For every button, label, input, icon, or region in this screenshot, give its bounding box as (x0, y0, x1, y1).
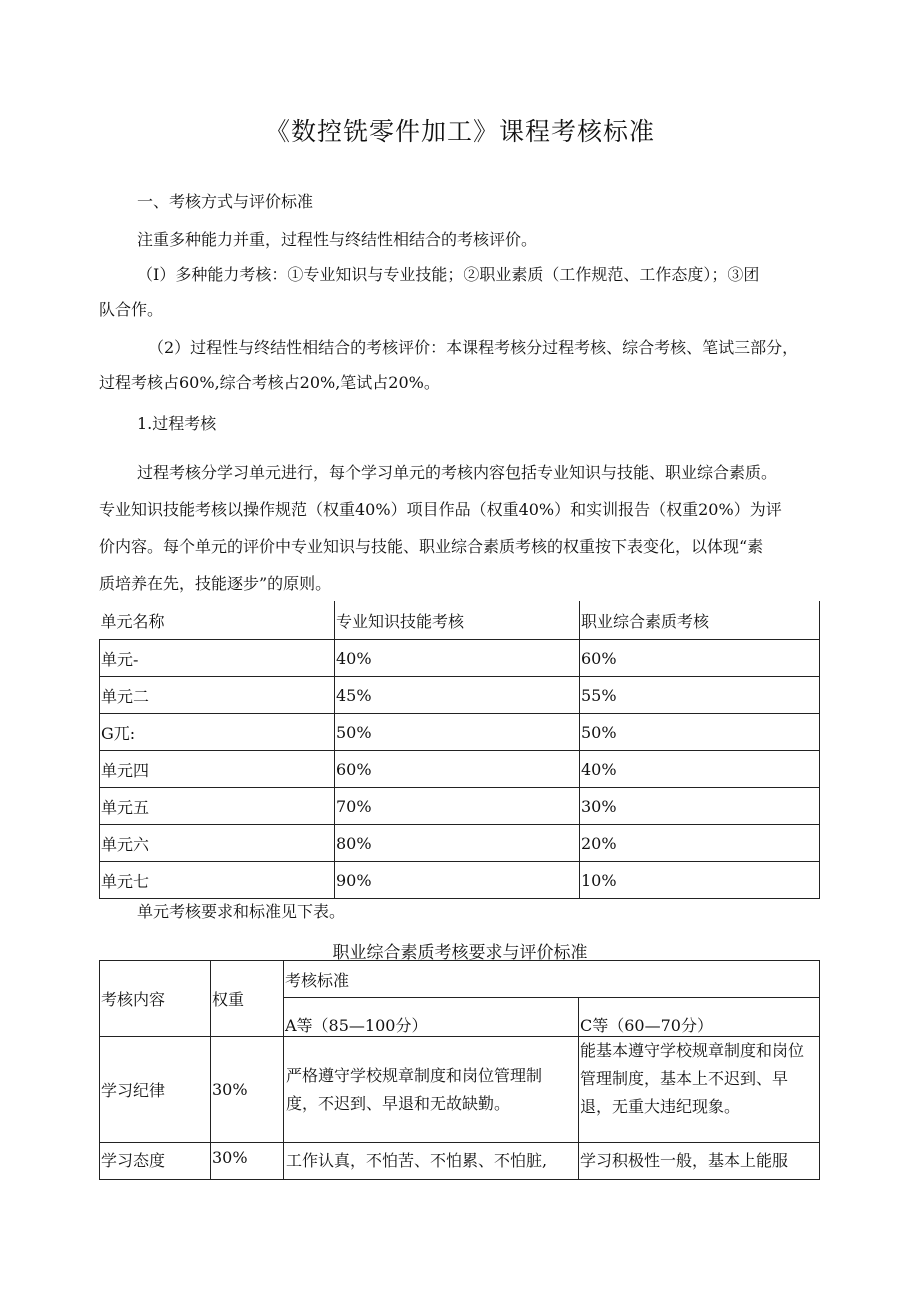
grade-c-header: C等（60—70分） (579, 998, 820, 1037)
weight-table (99, 601, 820, 899)
header-cell: 权重 (211, 961, 284, 1037)
skill-weight-cell: 50% (335, 714, 580, 751)
para-line4: 质培养在先，技能逐步”的原则。 (99, 574, 332, 593)
header-cell: 考核标准 (284, 961, 820, 998)
table-header-row (100, 601, 820, 640)
table-row (100, 825, 820, 862)
header-cell: 单元名称 (100, 601, 335, 640)
quality-weight-cell: 30% (580, 788, 820, 825)
unit-cell: 单元二 (100, 677, 335, 714)
table-row (100, 862, 820, 899)
unit-cell: 单元四 (100, 751, 335, 788)
quality-weight-cell: 40% (580, 751, 820, 788)
table-row (100, 640, 820, 677)
content-cell: 学习态度 (100, 1143, 211, 1180)
after-table-note: 单元考核要求和标准见下表。 (137, 902, 346, 921)
item1-line2: 队合作。 (99, 300, 164, 319)
table-header-row (100, 961, 820, 998)
grade-a-cell: 严格遵守学校规章制度和岗位管理制度，不迟到、早退和无故缺勤。 (284, 1037, 579, 1143)
table-row (100, 751, 820, 788)
para-line1: 过程考核分学习单元进行，每个学习单元的考核内容包括专业知识与技能、职业综合素质。 (137, 463, 778, 482)
header-cell: 职业综合素质考核 (580, 601, 820, 640)
doc-title: 《数控铣零件加工》课程考核标准 (264, 117, 655, 146)
content-cell: 学习纪律 (100, 1037, 211, 1143)
table-row (100, 677, 820, 714)
unit-cell: 单元- (100, 640, 335, 677)
unit-cell: 单元七 (100, 862, 335, 899)
quality-weight-cell: 60% (580, 640, 820, 677)
para-line3: 价内容。每个单元的评价中专业知识与技能、职业综合素质考核的权重按下表变化，以体现“素 (99, 537, 764, 556)
unit-cell: 单元六 (100, 825, 335, 862)
grade-a-header: A等（85—100分） (284, 998, 579, 1037)
grade-c-cell: 学习积极性一般，基本上能服 (579, 1143, 820, 1180)
quality-weight-cell: 50% (580, 714, 820, 751)
quality-weight-cell: 55% (580, 677, 820, 714)
item1-line1: （I）多种能力考核：①专业知识与专业技能；②职业素质（工作规范、工作态度）；③团 (137, 265, 760, 284)
table-row (100, 788, 820, 825)
unit-cell: 单元五 (100, 788, 335, 825)
quality-weight-cell: 20% (580, 825, 820, 862)
skill-weight-cell: 90% (335, 862, 580, 899)
para-line2: 专业知识技能考核以操作规范（权重40%）项目作品（权重40%）和实训报告（权重20%）为评 (99, 500, 782, 519)
skill-weight-cell: 45% (335, 677, 580, 714)
weight-cell: 30% (211, 1143, 284, 1180)
header-cell: 考核内容 (100, 961, 211, 1037)
table2-caption: 职业综合素质考核要求与评价标准 (332, 943, 588, 963)
header-cell: 专业知识技能考核 (335, 601, 580, 640)
quality-standard-table (99, 960, 820, 1180)
skill-weight-cell: 40% (335, 640, 580, 677)
item2-line2: 过程考核占60%,综合考核占20%,笔试占20%。 (99, 373, 440, 392)
table-row (100, 714, 820, 751)
grade-c-cell: 能基本遵守学校规章制度和岗位管理制度，基本上不迟到、早退，无重大违纪现象。 (579, 1037, 820, 1143)
quality-weight-cell: 10% (580, 862, 820, 899)
skill-weight-cell: 60% (335, 751, 580, 788)
item2-line1: （2）过程性与终结性相结合的考核评价：本课程考核分过程考核、综合考核、笔试三部分， (148, 338, 799, 357)
subsection-heading: 1.过程考核 (137, 414, 217, 433)
skill-weight-cell: 70% (335, 788, 580, 825)
section-heading: 一、考核方式与评价标准 (137, 192, 314, 211)
intro-text: 注重多种能力并重，过程性与终结性相结合的考核评价。 (137, 230, 538, 249)
unit-cell: G兀: (100, 714, 335, 751)
grade-a-cell: 工作认真，不怕苦、不怕累、不怕脏, (284, 1143, 579, 1180)
table-row (100, 1143, 820, 1180)
weight-cell: 30% (211, 1037, 284, 1143)
table-row (100, 1037, 820, 1143)
skill-weight-cell: 80% (335, 825, 580, 862)
